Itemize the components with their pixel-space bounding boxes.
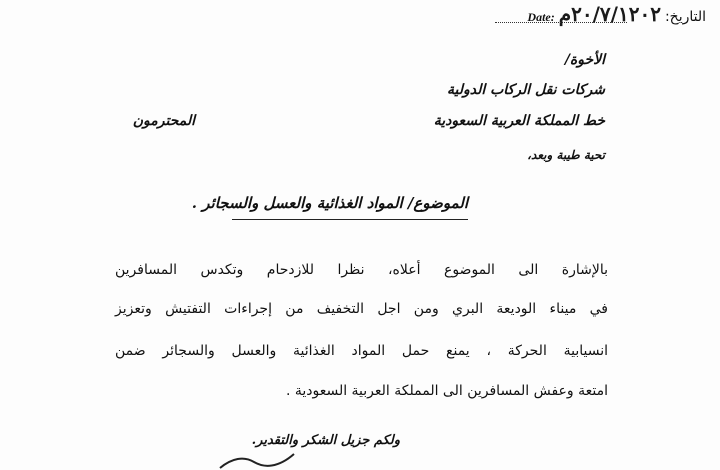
body-line-2: في ميناء الوديعة البري ومن اجل التخفيف من إجراءات التفتيش وتعزيز (115, 301, 608, 317)
body-line-4: امتعة وعفش المسافرين الى المملكة العربية السعودية . (285, 383, 608, 399)
date-label-english: Date: (527, 10, 555, 24)
subject-underline (232, 219, 468, 220)
date-underline (495, 22, 627, 23)
subject-line: الموضوع/ المواد الغذائية والعسل والسجائر . (191, 194, 468, 212)
body-line-1: بالإشارة الى الموضوع أعلاه، نظرا للازدحام وتكدس المسافرين (115, 262, 608, 278)
date-label-arabic: التاريخ: (664, 9, 706, 25)
body-line-3: انسيابية الحركة ، يمنع حمل المواد الغذائية والعسل والسجائر ضمن (115, 343, 608, 359)
date-value: ٢٠/٧/١٢٠٢م (558, 2, 661, 26)
addressee-companies: شركات نقل الركاب الدولية (446, 82, 605, 98)
honorific: المحترمون (132, 113, 195, 129)
closing-thanks: ولكم جزيل الشكر والتقدير. (251, 433, 400, 448)
signature-scribble (218, 452, 298, 470)
greeting: تحية طيبة وبعد، (527, 148, 605, 162)
addressee-route: خط المملكة العربية السعودية (433, 113, 605, 129)
addressee-brothers: الأخوة/ (564, 52, 605, 68)
